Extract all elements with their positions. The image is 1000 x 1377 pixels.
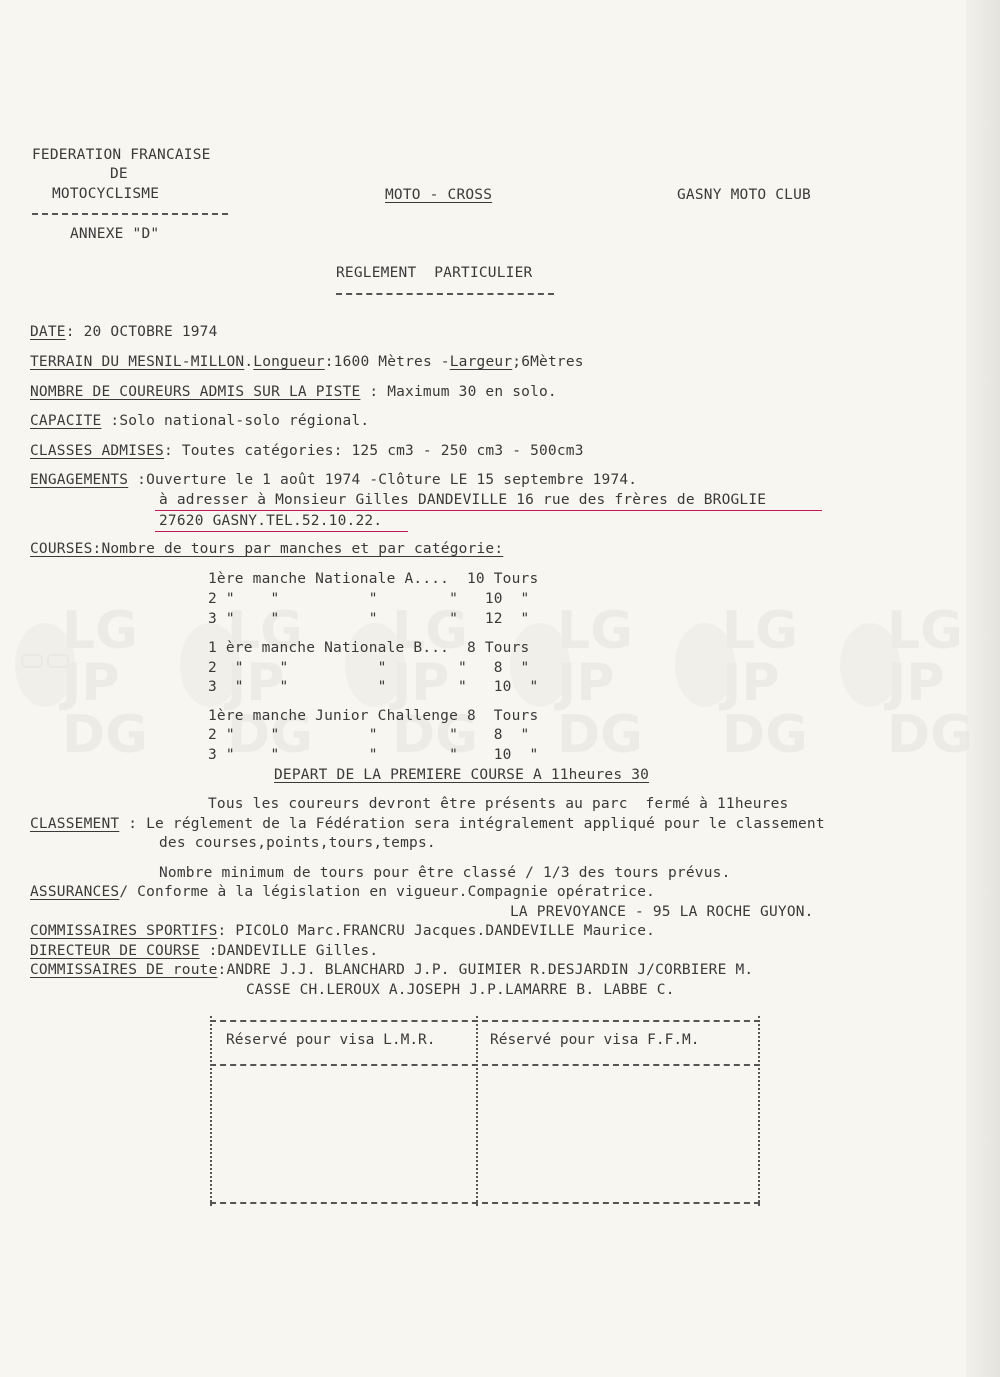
watermark-letters: LG JP DG — [392, 601, 478, 765]
capacite-value: :Solo national-solo régional. — [101, 413, 370, 429]
longueur-label: Longueur — [253, 354, 325, 370]
assurances-company: LA PREVOYANCE - 95 LA ROCHE GUYON. — [510, 904, 814, 920]
commissaires-route-continuation: CASSE CH.LEROUX A.JOSEPH J.P.LAMARRE B. LABBE C. — [246, 982, 675, 998]
terrain-separator: . — [244, 354, 254, 370]
course-row: 1 ère manche Nationale B... 8 Tours — [208, 640, 530, 656]
terrain-row — [30, 353, 584, 371]
courses-row — [30, 540, 503, 558]
course-row: 3 " " " " 10 " — [208, 679, 539, 695]
assurances-value: / Conforme à la législation en vigueur.Compagnie opératrice. — [119, 884, 656, 900]
nombre-label: NOMBRE DE COUREURS ADMIS SUR LA PISTE — [30, 384, 361, 400]
course-row: 3 " " " " 10 " — [208, 747, 539, 763]
courses-value: :Nombre de tours par manches et par catégorie: — [92, 541, 504, 557]
nombre-row — [30, 383, 557, 401]
capacite-label: CAPACITE — [30, 413, 102, 429]
document-title: REGLEMENT PARTICULIER — [336, 265, 533, 281]
watermark-letters: LG JP DG — [722, 601, 808, 765]
header-divider — [32, 213, 228, 215]
federation-name-line2: DE — [110, 166, 128, 182]
commissaires-route-row — [30, 961, 753, 979]
watermark-letters: LG JP DG — [227, 601, 313, 765]
course-row: 2 " " " " 8 " — [208, 660, 530, 676]
classement-value: : Le réglement de la Fédération sera intégralement appliqué pour le classement — [119, 816, 825, 832]
club-name: GASNY MOTO CLUB — [677, 187, 811, 203]
date-label: DATE — [30, 324, 66, 340]
assurances-row — [30, 883, 655, 901]
commissaires-sportifs-row — [30, 922, 655, 940]
classes-row — [30, 442, 584, 460]
classement-label: CLASSEMENT — [30, 816, 120, 832]
watermark — [670, 601, 810, 775]
largeur-value: ;6Mètres — [512, 354, 584, 370]
engagements-address: à adresser à Monsieur Gilles DANDEVILLE 16 rue des frères de BROGLIE — [159, 492, 767, 508]
visa-ffm-label: Réservé pour visa F.F.M. — [490, 1032, 700, 1048]
course-row: 2 " " " " 10 " — [208, 591, 530, 607]
watermark-letters: LG JP DG — [62, 601, 148, 765]
red-underline — [155, 510, 822, 511]
event-type: MOTO - CROSS — [385, 187, 493, 203]
engagements-postal: 27620 GASNY.TEL.52.10.22. — [159, 513, 383, 529]
classement-continuation: des courses,points,tours,temps. — [159, 835, 436, 851]
course-row: 1ère manche Nationale A.... 10 Tours — [208, 571, 539, 587]
capacite-row — [30, 412, 369, 430]
terrain-label: TERRAIN DU MESNIL-MILLON — [30, 354, 245, 370]
directeur-row — [30, 942, 378, 960]
federation-name-line3: MOTOCYCLISME — [52, 186, 160, 202]
classes-value: : Toutes catégories: 125 cm3 - 250 cm3 - 500cm3 — [163, 443, 584, 459]
largeur-label: Largeur — [449, 354, 513, 370]
course-row: 3 " " " " 12 " — [208, 611, 530, 627]
watermark — [835, 601, 975, 775]
nombre-value: : Maximum 30 en solo. — [360, 384, 557, 400]
commissaires-sportifs-label: COMMISSAIRES SPORTIFS — [30, 923, 218, 939]
visa-top-border — [210, 1020, 760, 1022]
visa-middle-border — [476, 1016, 478, 1206]
commissaires-route-label: COMMISSAIRES DE route — [30, 962, 218, 978]
red-underline — [155, 531, 408, 532]
directeur-value: :DANDEVILLE Gilles. — [199, 943, 379, 959]
longueur-value: :1600 Mètres - — [324, 354, 450, 370]
engagements-value: :Ouverture le 1 août 1974 -Clôture LE 15 septembre 1974. — [128, 472, 638, 488]
watermark-letters: LG JP DG — [557, 601, 643, 765]
watermark — [10, 601, 150, 775]
course-row: 1ère manche Junior Challenge 8 Tours — [208, 708, 539, 724]
federation-name-line1: FEDERATION FRANCAISE — [32, 147, 211, 163]
visa-box — [210, 1016, 760, 1206]
engagements-row — [30, 471, 637, 489]
classement-row — [30, 815, 825, 833]
course-row: 2 " " " " 8 " — [208, 727, 530, 743]
visa-left-border — [210, 1016, 212, 1206]
presence-notice: Tous les coureurs devront être présents au parc fermé à 11heures — [208, 796, 789, 812]
commissaires-route-value: :ANDRE J.J. BLANCHARD J.P. GUIMIER R.DESJARDIN J/CORBIERE M. — [217, 962, 754, 978]
visa-lmr-label: Réservé pour visa L.M.R. — [226, 1032, 436, 1048]
title-underline — [336, 293, 554, 295]
commissaires-sportifs-value: : PICOLO Marc.FRANCRU Jacques.DANDEVILLE Maurice. — [217, 923, 656, 939]
courses-label: COURSES — [30, 541, 93, 557]
directeur-label: DIRECTEUR DE COURSE — [30, 943, 200, 959]
visa-right-border — [758, 1016, 760, 1206]
annexe-label: ANNEXE "D" — [70, 226, 160, 242]
depart-notice: DEPART DE LA PREMIERE COURSE A 11heures 30 — [274, 767, 650, 783]
assurances-label: ASSURANCES — [30, 884, 120, 900]
watermark-letters: LG JP DG — [887, 601, 973, 765]
classes-label: CLASSES ADMISES — [30, 443, 164, 459]
visa-bottom-border — [210, 1202, 760, 1204]
minimum-tours: Nombre minimum de tours pour être classé / 1/3 des tours prévus. — [159, 865, 731, 881]
engagements-label: ENGAGEMENTS — [30, 472, 129, 488]
date-row — [30, 323, 218, 341]
date-value: : 20 OCTOBRE 1974 — [65, 324, 218, 340]
visa-header-border — [210, 1064, 760, 1066]
